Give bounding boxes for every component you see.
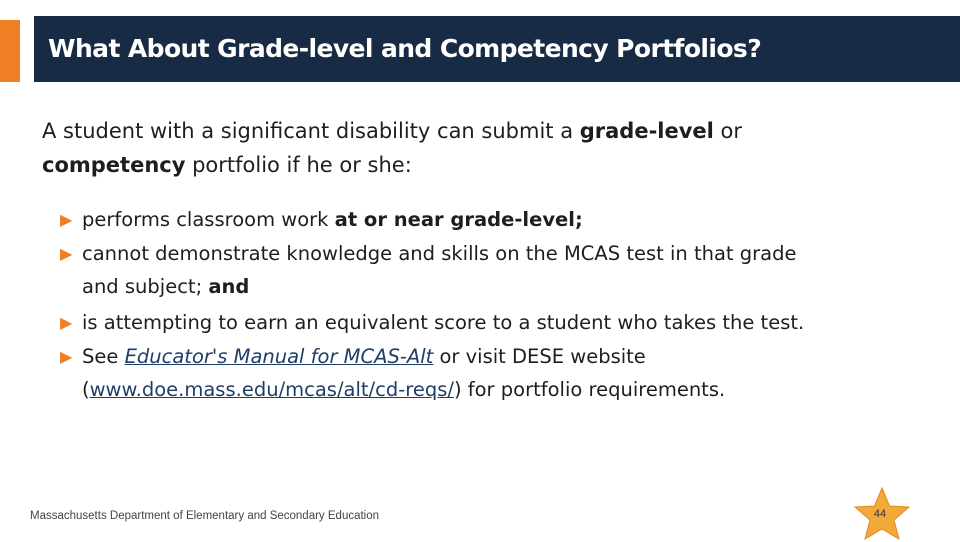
bullet-text: is attempting to earn an equivalent score to a student who takes the test. [82,311,805,334]
bullet-continuation [82,270,940,303]
list-item [60,237,940,303]
footer-text: Massachusetts Department of Elementary and Secondary Education [30,510,380,522]
bullet-text: See [82,345,125,368]
bullet-text: cannot demonstrate knowledge and skills on the MCAS test in that grade [82,242,797,265]
bullet-text: performs classroom work [82,208,335,231]
intro-bold-grade-level: grade-level [579,119,714,143]
bullet-continuation [82,373,940,406]
dese-website-link[interactable]: www.doe.mass.edu/mcas/alt/cd-reqs/ [89,378,454,401]
bullet-bold: and [208,275,250,298]
bullet-text-post: or visit DESE website [433,345,646,368]
page-number: 44 [873,508,887,520]
bullet-icon: ▶ [60,244,73,263]
bullet-icon: ▶ [60,210,73,229]
educators-manual-link[interactable]: Educator's Manual for MCAS-Alt [124,345,434,368]
bullet-icon: ▶ [60,313,73,332]
intro-bold-competency: competency [42,153,186,177]
intro-text-post: portfolio if he or she: [185,153,412,177]
accent-bar [0,20,20,82]
bullet-bold: at or near grade-level; [334,208,583,231]
intro-text-pre: A student with a significant disability can submit a [42,119,580,143]
slide-title: What About Grade-level and Competency Portfolios? [48,34,762,63]
paren-close: ) for portfolio requirements. [453,378,726,401]
list-item [60,340,940,406]
bullet-cont-text: and subject; [82,275,209,298]
intro-paragraph [42,114,922,182]
paren-open: ( [82,378,90,401]
intro-text-mid: or [713,119,743,143]
list-item [60,203,940,236]
bullet-icon: ▶ [60,347,73,366]
list-item [60,306,940,339]
bullet-list [60,203,940,407]
